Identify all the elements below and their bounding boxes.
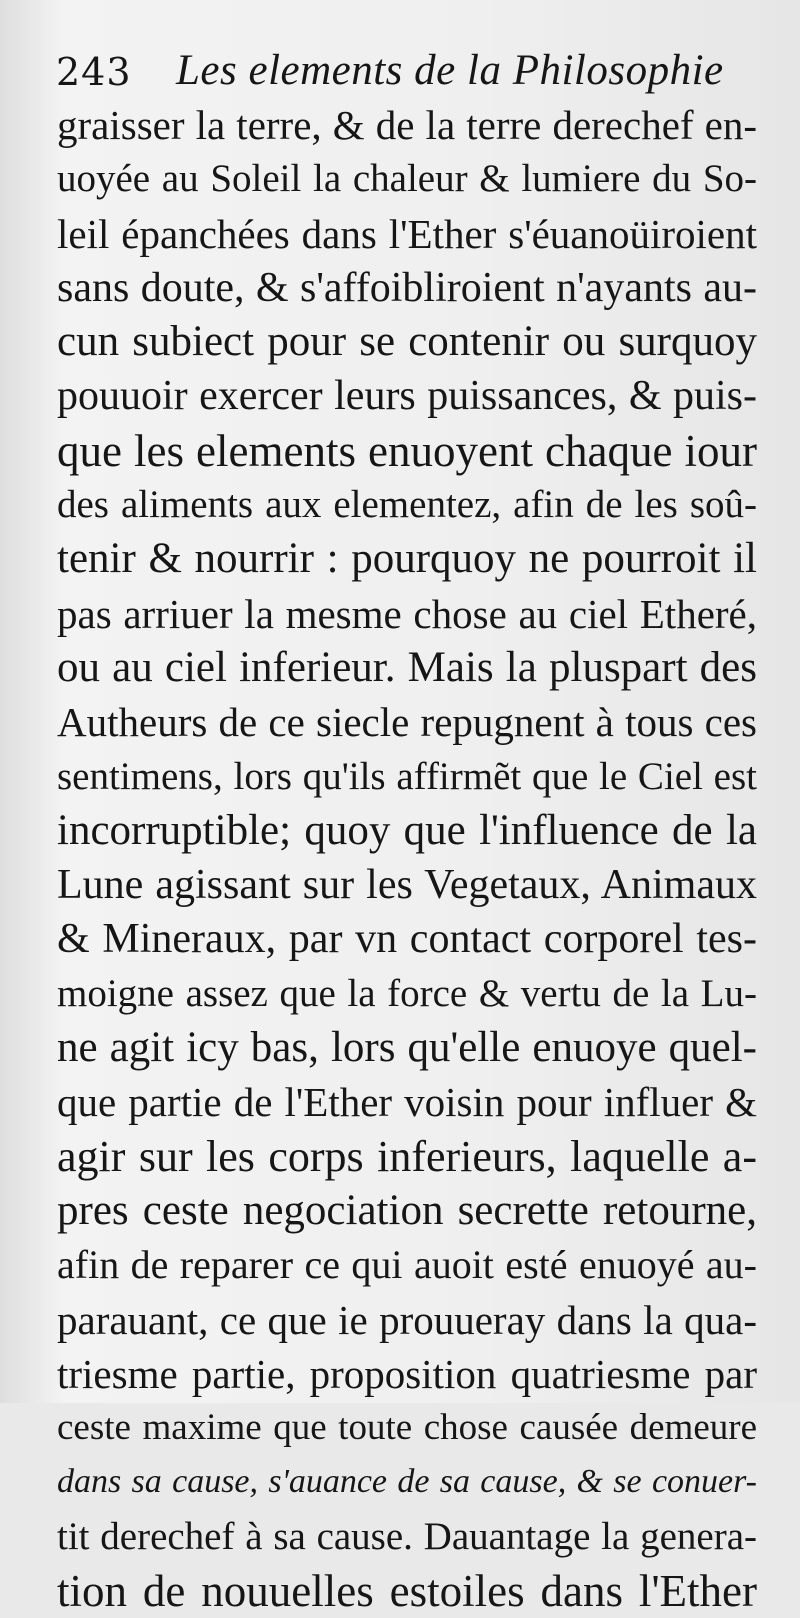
text-line: Lune agissant sur les Vegetaux, Animaux [57, 862, 757, 909]
text-line: incorruptible; quoy que l'influence de la [57, 806, 757, 854]
page-number: 243 [56, 50, 132, 94]
text-line: cun subiect pour se contenir ou surquoy [57, 318, 757, 366]
text-line: pres ceste negociation secrette retourne, [57, 1186, 757, 1234]
text-line: tenir & nourrir : pourquoy ne pourroit il [57, 535, 757, 583]
text-line: sans doute, & s'affoibliroient n'ayants au- [57, 264, 757, 311]
text-line: des aliments aux elementez, afin de les soû- [57, 483, 757, 527]
text-line: & Mineraux, par vn contact corporel tes- [57, 916, 757, 963]
text-line: leil épanchées dans l'Ether s'éuanoüiroient [57, 210, 757, 257]
text-line: ceste maxime que toute chose causée demeure [57, 1407, 757, 1449]
text-line: que partie de l'Ether voisin pour influer & [57, 1079, 757, 1126]
text-line: Autheurs de ce siecle repugnent à tous ces [57, 699, 757, 746]
text-line: moigne assez que la force & vertu de la Lu- [57, 971, 757, 1015]
text-line: ne agit icy bas, lors qu'elle enuoye quel- [57, 1024, 757, 1072]
text-line: agir sur les corps inferieurs, laquelle a- [57, 1131, 757, 1181]
text-line: afin de reparer ce qui auoit esté enuoyé au- [57, 1242, 757, 1288]
text-line: pas arriuer la mesme chose au ciel Etheré, [57, 590, 757, 637]
text-line: tit derechef à sa cause. Dauantage la genera- [57, 1514, 757, 1558]
text-line: que les elements enuoyent chaque iour [57, 425, 757, 476]
text-line: parauant, ce que ie prouueray dans la qua- [57, 1296, 757, 1343]
text-line: ou au ciel inferieur. Mais la pluspart des [57, 643, 757, 691]
text-line: sentimens, lors qu'ils affirmẽt que le Ciel est [57, 754, 757, 798]
text-line: uoyée au Soleil la chaleur & lumiere du So- [57, 157, 757, 201]
text-line: graisser la terre, & de la terre derechef en- [57, 102, 757, 148]
running-head: Les elements de la Philosophie [176, 47, 724, 94]
text-line: pouuoir exercer leurs puissances, & puis- [57, 373, 757, 420]
body-text [57, 98, 757, 1618]
text-line-italic: dans sa cause, s'auance de sa cause, & se conuer- [57, 1463, 757, 1501]
text-line: triesme partie, proposition quatriesme par [57, 1350, 757, 1397]
page-header [56, 40, 756, 104]
text-line: tion de nouuelles estoiles dans l'Ether [57, 1566, 757, 1617]
